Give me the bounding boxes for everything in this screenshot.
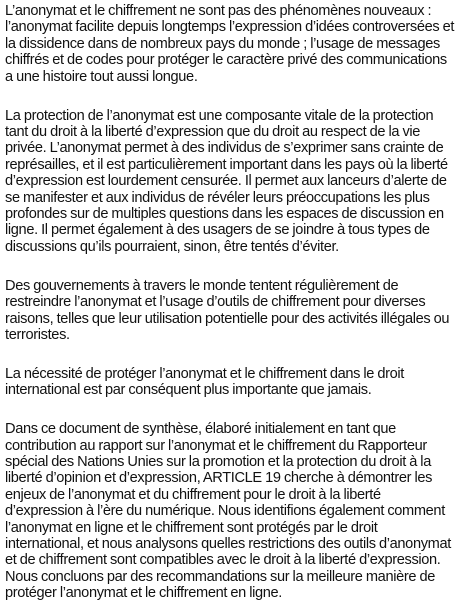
- paragraph-protection: La protection de l’anonymat est une composante vitale de la protection tant du droit à la liberté d’expression que du droit au respect de la vie privée. L’anonymat permet à des individus de s’exprimer sans crainte de représailles, et il est particulièrement important dans les pays où la liberté d’expression est lourdement censurée. Il permet aux lanceurs d’alerte de se manifester et aux individus de révéler leurs préoccupations les plus profondes sur de multiples questions dans les espaces de discussion en ligne. Il permet également à des usagers de se joindre à tous types de discussions qu’ils pourraient, sinon, être tentés d’éviter.: [5, 107, 448, 255]
- paragraph-intro: L’anonymat et le chiffrement ne sont pas des phénomènes nouveaux : l’anonymat facilite depuis longtemps l’expression d’idées controversées et la dissidence dans de nombreux pays du monde ; l’usage de messages chiffrés et de codes pour protéger le caractère privé des communications a une histoire tout aussi longue.: [5, 3, 455, 85]
- paragraph-synthesis: Dans ce document de synthèse, élaboré initialement en tant que contribution au rapport sur l’anonymat et le chiffrement du Rapporteur spécial des Nations Unies sur la promotion et la protection du droit à la liberté d’opinion et d’expression, ARTICLE 19 cherche à démontrer les enjeux de l’anonymat et du chiffrement pour le droit à la liberté d’expression à l’ère du numérique. Nous identifions également comment l’anonymat en ligne et le chiffrement sont protégés par le droit international, et nous analysons quelles restrictions des outils d’anonymat et de chiffrement sont compatibles avec le droit à la liberté d’expression. Nous concluons par des recommandations sur la meilleure manière de protéger l’anonymat et le chiffrement en ligne.: [5, 421, 451, 602]
- document-body: [5, 3, 455, 602]
- paragraph-governments: Des gouvernements à travers le monde tentent régulièrement de restreindre l’anonymat et l’usage d’outils de chiffrement pour diverses raisons, telles que leur utilisation potentielle pour des activités illégales ou terroristes.: [5, 277, 450, 343]
- paragraph-necessity: La nécessité de protéger l’anonymat et le chiffrement dans le droit international est par conséquent plus importante que jamais.: [5, 365, 404, 399]
